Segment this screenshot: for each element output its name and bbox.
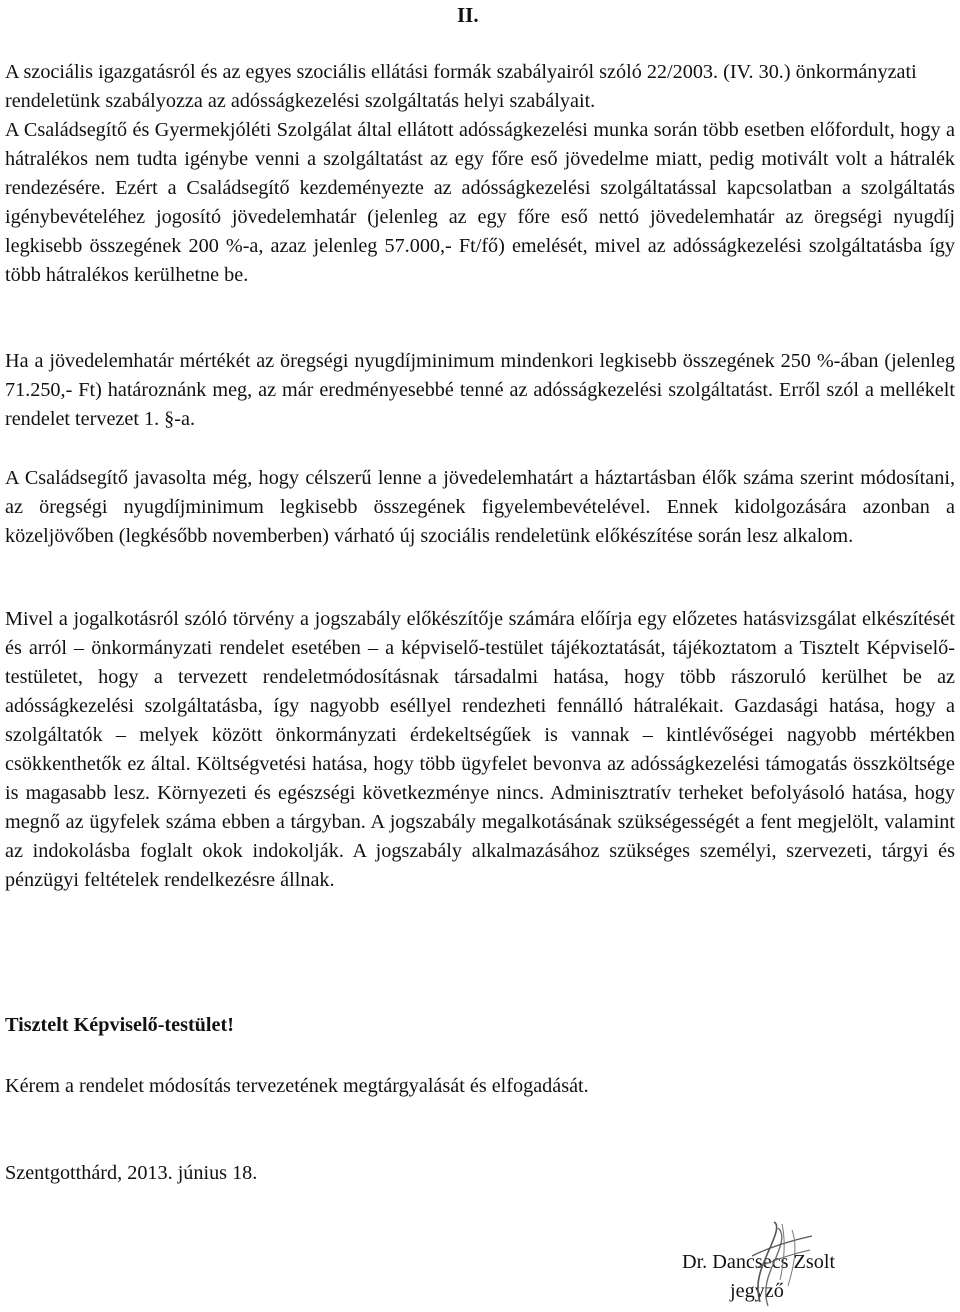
salutation: Tisztelt Képviselő-testület! [5, 1014, 234, 1036]
signer-name: Dr. Dancsecs Zsolt [682, 1251, 836, 1273]
place-date: Szentgotthárd, 2013. június 18. [5, 1162, 258, 1184]
paragraph-family-support-proposal: A Családsegítő és Gyermekjóléti Szolgálat által ellátott adósságkezelési munka során több esetben előfordult, hogy a hátralékos nem tudta igénybe venni a szolgáltatást az egy főre eső jövedelme miatt, pedig motivált volt a hátralék rendezésére. Ezért a Családsegítő kezdeményezte az adósságkezelési szolgáltatással kapcsolatban a szolgáltatás igénybevételéhez jogosító jövedelemhatár (jelenleg az egy főre eső nettó jövedelemhatár az öregségi nyugdíj legkisebb összegének 200 %-a, azaz jelenleg 57.000,- Ft/fő) emelését, mivel az adósságkezelési szolgáltatásba így több hátralékos kerülhetne be. [5, 119, 955, 286]
handwritten-signature [712, 1216, 832, 1312]
section-number: II. [457, 3, 479, 27]
paragraph-household-suggestion: A Családsegítő javasolta még, hogy célszerű lenne a jövedelemhatárt a háztartásban élők száma szerint módosítani, az öregségi nyugdíjminimum legkisebb összegének figyelembevételével. Ennek kidolgozására azonban a közeljövőben (legkésőbb novemberben) várható új szociális rendeletünk előkészítése során lesz alkalom. [5, 467, 955, 547]
paragraph-income-threshold: Ha a jövedelemhatár mértékét az öregségi nyugdíjminimum mindenkori legkisebb összegének 250 %-ában (jelenleg 71.250,- Ft) határoznánk meg, az már eredményesebbé tenné az adósságkezelési szolgáltatást. Erről szól a mellékelt rendelet tervezet 1. §-a. [5, 350, 955, 430]
signer-title: jegyző [730, 1280, 784, 1302]
request-text: Kérem a rendelet módosítás tervezetének megtárgyalását és elfogadását. [5, 1075, 589, 1097]
signature-block [682, 1248, 882, 1310]
paragraph-impact-assessment: Mivel a jogalkotásról szóló törvény a jogszabály előkészítője számára előírja egy előzetes hatásvizsgálat elkészítését és arról – önkormányzati rendelet esetében – a képviselő-testület tájékoztatását, tájékoztatom a Tisztelt Képviselő-testületet, hogy a tervezett rendeletmódosításnak társadalmi hatása, hogy több rászoruló kerülhet be az adósságkezelési szolgáltatásba, így nagyobb eséllyel rendezheti fennálló hátralékait. Gazdasági hatása, hogy a szolgáltatók – melyek között önkormányzati érdekeltségűek is vannak – kintlévőségei nagyobb mértékben csökkenthetők ez által. Költségvetési hatása, hogy több ügyfelet bevonva az adósságkezelési támogatás összköltsége is magasabb lesz. Környezeti és egészségi következménye nincs. Adminisztratív terheket befolyásoló hatása, hogy megnő az ügyfelek száma ebben a tárgyban. A jogszabály megalkotásának szükségességét a fent megjelölt, valamint az indokolásba foglalt okok indokolják. A jogszabály alkalmazásához szükséges személyi, szervezeti, tárgyi és pénzügyi feltételek rendelkezésre állnak. [5, 608, 955, 891]
paragraph-regulation-reference: A szociális igazgatásról és az egyes szociális ellátási formák szabályairól szóló 22/2003. (IV. 30.) önkormányzati rendeletünk szabályozza az adósságkezelési szolgáltatás helyi szabályait. [5, 61, 917, 112]
